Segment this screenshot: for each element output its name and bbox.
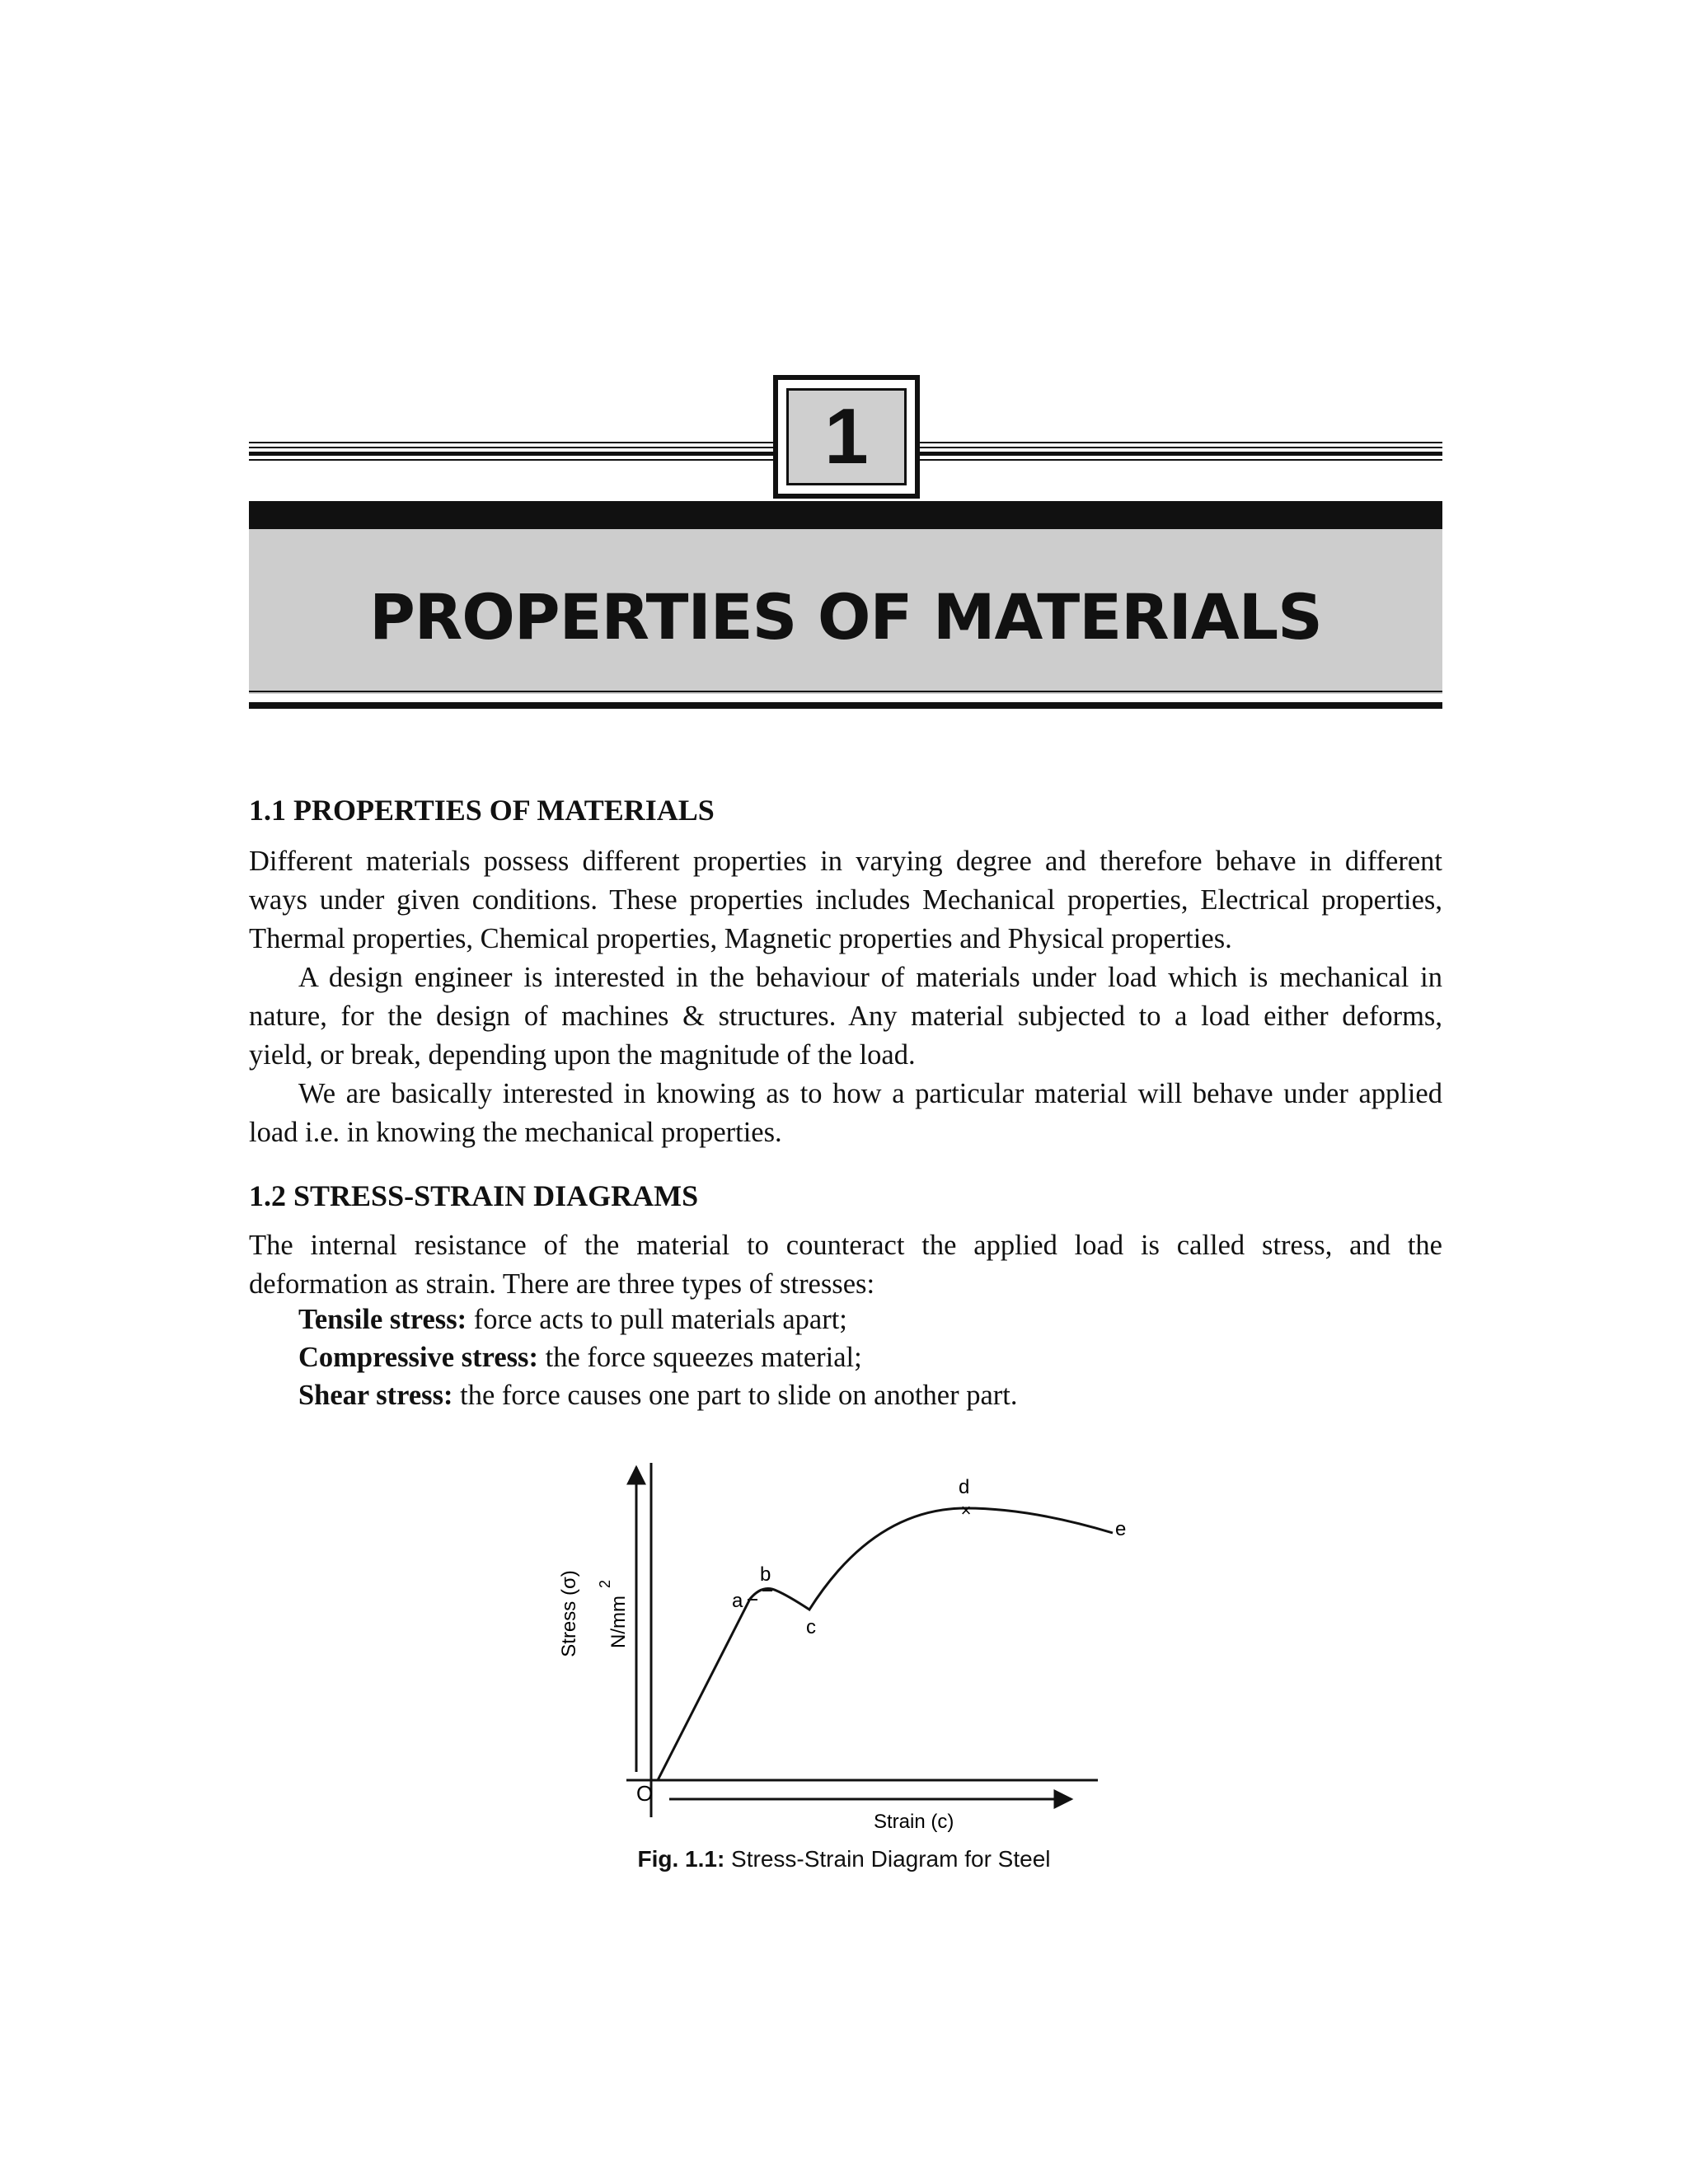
point-e-label: e [1115, 1518, 1127, 1540]
caption-text: Stress-Strain Diagram for Steel [724, 1846, 1051, 1872]
text-line: The internal resistance of the material to counteract the applied load is called stress, and the [249, 1230, 1442, 1261]
paragraph [249, 842, 1442, 1152]
paragraph [249, 1226, 1442, 1304]
figure-caption [0, 1846, 1688, 1872]
text-line: We are basically interested in knowing as to how a particular material will behave under applied [298, 1078, 1442, 1109]
text-line: yield, or break, depending upon the magnitude of the load. [249, 1039, 916, 1071]
point-b-label: b [760, 1563, 771, 1586]
chapter-bar [249, 501, 1442, 529]
y-axis-label: Stress (σ) [558, 1570, 580, 1657]
chapter-title-band [249, 529, 1442, 694]
band-rule-thick [249, 702, 1442, 709]
point-d-cross: × [960, 1500, 972, 1521]
section-heading: 1.2 STRESS-STRAIN DIAGRAMS [249, 1179, 699, 1212]
text-line: nature, for the design of machines & structures. Any material subjected to a load either deforms, [249, 1001, 1442, 1032]
y-axis-unit: N/mm [607, 1596, 630, 1648]
stress-strain-diagram [544, 1442, 1170, 1887]
term: Tensile stress: [298, 1304, 467, 1335]
point-d-label: d [959, 1476, 970, 1498]
caption-prefix: Fig. 1.1: [637, 1846, 725, 1872]
chapter-number-box [773, 375, 920, 499]
description: force acts to pull materials apart; [467, 1304, 847, 1335]
point-a-label: a [732, 1590, 743, 1612]
term: Shear stress: [298, 1380, 453, 1411]
chapter-number: 1 [786, 388, 907, 485]
stress-type-tensile [298, 1304, 847, 1336]
text-line: load i.e. in knowing the mechanical properties. [249, 1117, 782, 1148]
stress-type-shear [298, 1380, 1017, 1412]
chapter-title: PROPERTIES OF MATERIALS [369, 579, 1322, 654]
text-line: Thermal properties, Chemical properties, Magnetic properties and Physical properties. [249, 923, 1232, 954]
stress-type-compressive [298, 1342, 862, 1374]
point-c-label: c [806, 1616, 816, 1638]
origin-label: O [636, 1781, 654, 1806]
text-line: A design engineer is interested in the behaviour of materials under load which is mechanical in [298, 962, 1442, 993]
band-rule-thin [249, 691, 1442, 692]
text-line: Different materials possess different properties in varying degree and therefore behave in different [249, 846, 1442, 877]
y-axis-unit-exponent: 2 [597, 1579, 613, 1589]
stress-strain-curve [658, 1508, 1113, 1780]
text-line: ways under given conditions. These properties includes Mechanical properties, Electrical properties, [249, 884, 1442, 916]
term: Compressive stress: [298, 1342, 538, 1373]
description: the force causes one part to slide on another part. [452, 1380, 1018, 1411]
description: the force squeezes material; [537, 1342, 862, 1373]
text-line: deformation as strain. There are three types of stresses: [249, 1268, 875, 1300]
section-heading: 1.1 PROPERTIES OF MATERIALS [249, 794, 715, 827]
x-axis-label: Strain (c) [874, 1811, 954, 1833]
